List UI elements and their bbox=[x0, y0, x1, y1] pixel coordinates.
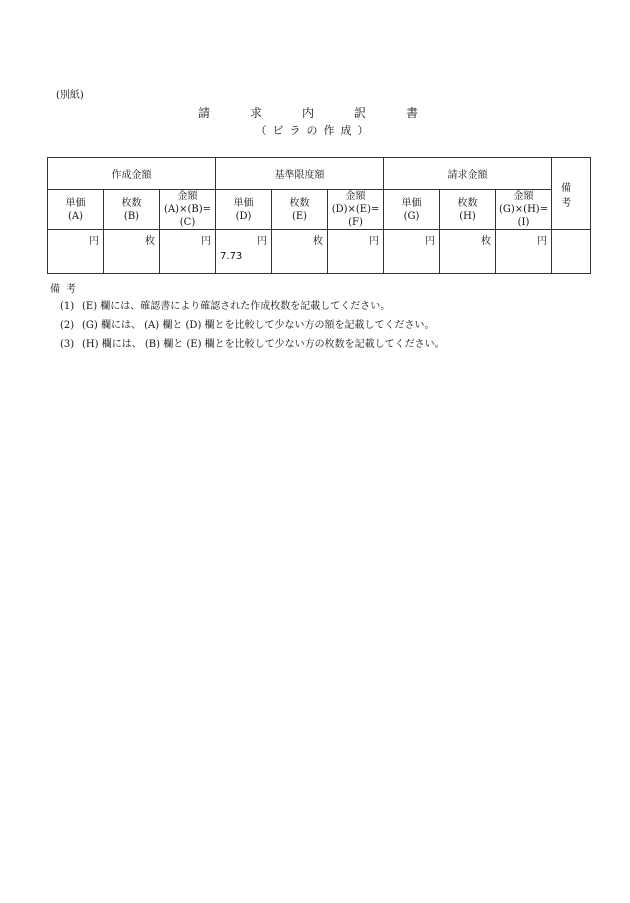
group-header-limit-amount: 基準限度額 bbox=[216, 158, 384, 190]
sub-header: 単価 (D) bbox=[216, 190, 272, 230]
remarks-header: 備 考 bbox=[552, 158, 591, 230]
cell-quantity-h: 枚 bbox=[440, 230, 496, 274]
sub-header: 金額 (D)×(E)=(F) bbox=[328, 190, 384, 230]
cell-unit-price-d bbox=[216, 230, 272, 274]
note-number: (2) bbox=[60, 320, 75, 331]
note-item-2 bbox=[60, 316, 435, 331]
document-subtitle: （ビラの作成） bbox=[255, 124, 375, 137]
sub-header: 金額 (A)×(B)=(C) bbox=[160, 190, 216, 230]
sub-header: 枚数 (H) bbox=[440, 190, 496, 230]
note-number: (1) bbox=[60, 301, 75, 312]
cell-amount-i: 円 bbox=[496, 230, 552, 274]
invoice-breakdown-table bbox=[47, 157, 602, 274]
note-number: (3) bbox=[60, 339, 75, 350]
sub-header: 枚数 (B) bbox=[104, 190, 160, 230]
note-item-1 bbox=[60, 297, 390, 312]
cell-unit-price-g: 円 bbox=[384, 230, 440, 274]
notes-title: 備考 bbox=[50, 284, 82, 295]
sub-header: 枚数 (E) bbox=[272, 190, 328, 230]
cell-quantity-b: 枚 bbox=[104, 230, 160, 274]
document-title: 請 求 内 訳 書 bbox=[197, 106, 432, 120]
cell-amount-c: 円 bbox=[160, 230, 216, 274]
cell-remarks bbox=[552, 230, 591, 274]
group-header-claim-amount: 請求金額 bbox=[384, 158, 552, 190]
attachment-label: (別紙) bbox=[56, 90, 84, 101]
sub-header: 単価 (A) bbox=[48, 190, 104, 230]
table-group-header-row bbox=[48, 158, 591, 190]
sub-header: 単価 (G) bbox=[384, 190, 440, 230]
note-text: (G) 欄には、 (A) 欄と (D) 欄とを比較して少ない方の額を記載してください。 bbox=[82, 320, 435, 331]
unit-label: 円 bbox=[257, 236, 268, 247]
note-item-3 bbox=[60, 335, 445, 350]
cell-quantity-e: 枚 bbox=[272, 230, 328, 274]
unit-price-d-value: 7.73 bbox=[220, 251, 243, 262]
group-header-creation-amount: 作成金額 bbox=[48, 158, 216, 190]
note-text: (E) 欄には、確認書により確認された作成枚数を記載してください。 bbox=[82, 301, 391, 312]
note-text: (H) 欄には、 (B) 欄と (E) 欄とを比較して少ない方の枚数を記載してください。 bbox=[82, 339, 445, 350]
table-sub-header-row bbox=[48, 190, 591, 230]
sub-header: 金額 (G)×(H)=(I) bbox=[496, 190, 552, 230]
table-data-row bbox=[48, 230, 591, 274]
cell-amount-f: 円 bbox=[328, 230, 384, 274]
cell-unit-price-a: 円 bbox=[48, 230, 104, 274]
